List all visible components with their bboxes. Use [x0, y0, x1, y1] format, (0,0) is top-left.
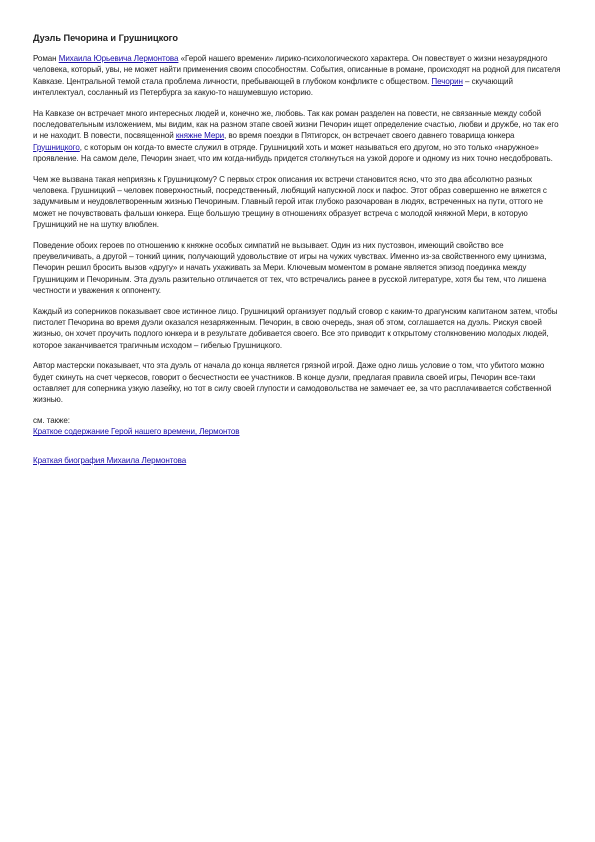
paragraph-6: Автор мастерски показывает, что эта дуэль от начала до конца является грязной игрой. Даже одно лишь условие о том, что убитого можно будет скинуть на счет черкесов, говорит о бесчестности ее участников. В конце дуэли, предлагая правила своей игры, Печорин все-таки оставляет для соперника узкую лазейку, но тот в силу своей глупости и самодовольства не замечает ее, за что расплачивается собственной жизнью. [33, 361, 552, 405]
text: , во время поездки в Пятигорск, он встречает своего давнего товарища юнкера [224, 131, 515, 141]
link-biography[interactable]: Краткая биография Михаила Лермонтова [33, 455, 187, 465]
text: Роман [33, 54, 59, 63]
paragraph-3: Чем же вызвана такая неприязнь к Грушницкому? С первых строк описания их встречи становится ясно, что это два абсолютно разных человека. Грушницкий – человек поверхностный, посредственный, любящий напускной лоск и пафос. Этот образ совершенно не вяжется с задумчивым и неудовлетворенным жизнью Печориным. Главный герой итак глубоко разочарован в людях, встреченных на пути, оттого не может не почувствовать фальши юнкера. Еще большую трещину в отношениях образует встреча с молодой княжной Мери, в которую Грушницкий не на шутку влюблен. [33, 174, 547, 229]
document-title: Дуэль Печорина и Грушницкого [33, 33, 178, 43]
see-also-link-2-wrapper [33, 455, 565, 466]
text: – скучающий интеллектуал, сосланный из Петербурга за какую-то нашумевшую историю. [33, 76, 513, 97]
text: «Герой нашего времени» лирико-психологического характера. Он повествует о жизни незаурядного человека, который, увы, не может найти применения своим способностям. События, описанные в романе, происходят на родной для писателя Кавказе. Центральной темой стала проблема личности, пребывающей в глубоком конфликте с обществом. [33, 54, 561, 86]
link-summary[interactable]: Краткое содержание Герой нашего времени, Лермонтов [33, 427, 240, 437]
paragraph-5: Каждый из соперников показывает свое истинное лицо. Грушницкий организует подлый сговор с каким-то драгунским капитаном затем, чтобы пистолет Печорина во время дуэли оказался незаряженным. Печорин, в свою очередь, зная об этом, соглашается на дуэль. Рискуя своей жизнью, он хочет проучить подлого юнкера и в результате добивается своего. Все это приводит к открытому столкновению молодых людей, которое заканчивается трагичным исходом – гибелью Грушницкого. [33, 306, 558, 350]
link-grushnitsky[interactable]: Грушницкого [33, 142, 80, 152]
paragraph-2 [33, 108, 565, 164]
paragraph-1 [33, 53, 565, 98]
see-also-label: см. также: [33, 416, 70, 426]
text: , с которым он когда-то вместе служил в отряде. Грушницкий хоть и может называться его другом, но это только «наружное» проявление. На самом деле, Печорин знает, что им когда-нибудь придется столкнуться на узкой дороге и одному из них точно несдобровать. [33, 142, 553, 163]
link-pechorin[interactable]: Печорин [431, 76, 463, 86]
link-lermontov[interactable]: Михаила Юрьевича Лермонтова [58, 54, 179, 63]
text: На Кавказе он встречает много интересных людей и, конечно же, любовь. Так как роман разделен на повести, не связанные между собой последовательным изложением, мы видим, как на разном этапе своей жизни Печорин ищет определение счастью, любви и дружбе, но так его и не находит. В повести, посвященной [33, 108, 559, 141]
link-princess-mary[interactable]: княжне Мери [175, 131, 225, 141]
paragraph-4: Поведение обоих героев по отношению к княжне особых симпатий не вызывает. Один из них пустозвон, имеющий свойство все преувеличивать, а другой – тонкий циник, получающий удовольствие от игры на чужих чувствах. Именно из-за свойственного ему цинизма, Печорин решил бросить вызов «другу» и начать ухаживать за Мери. Ключевым моментом в романе является эпизод поединка между Грушницким и Печориным. Эта дуэль разительно отличается от тех, что встречались ранее в русской литературе, хотя бы тем, что лишена честности и уважения к оппоненту. [33, 240, 547, 295]
see-also-link-1-wrapper [33, 426, 565, 437]
